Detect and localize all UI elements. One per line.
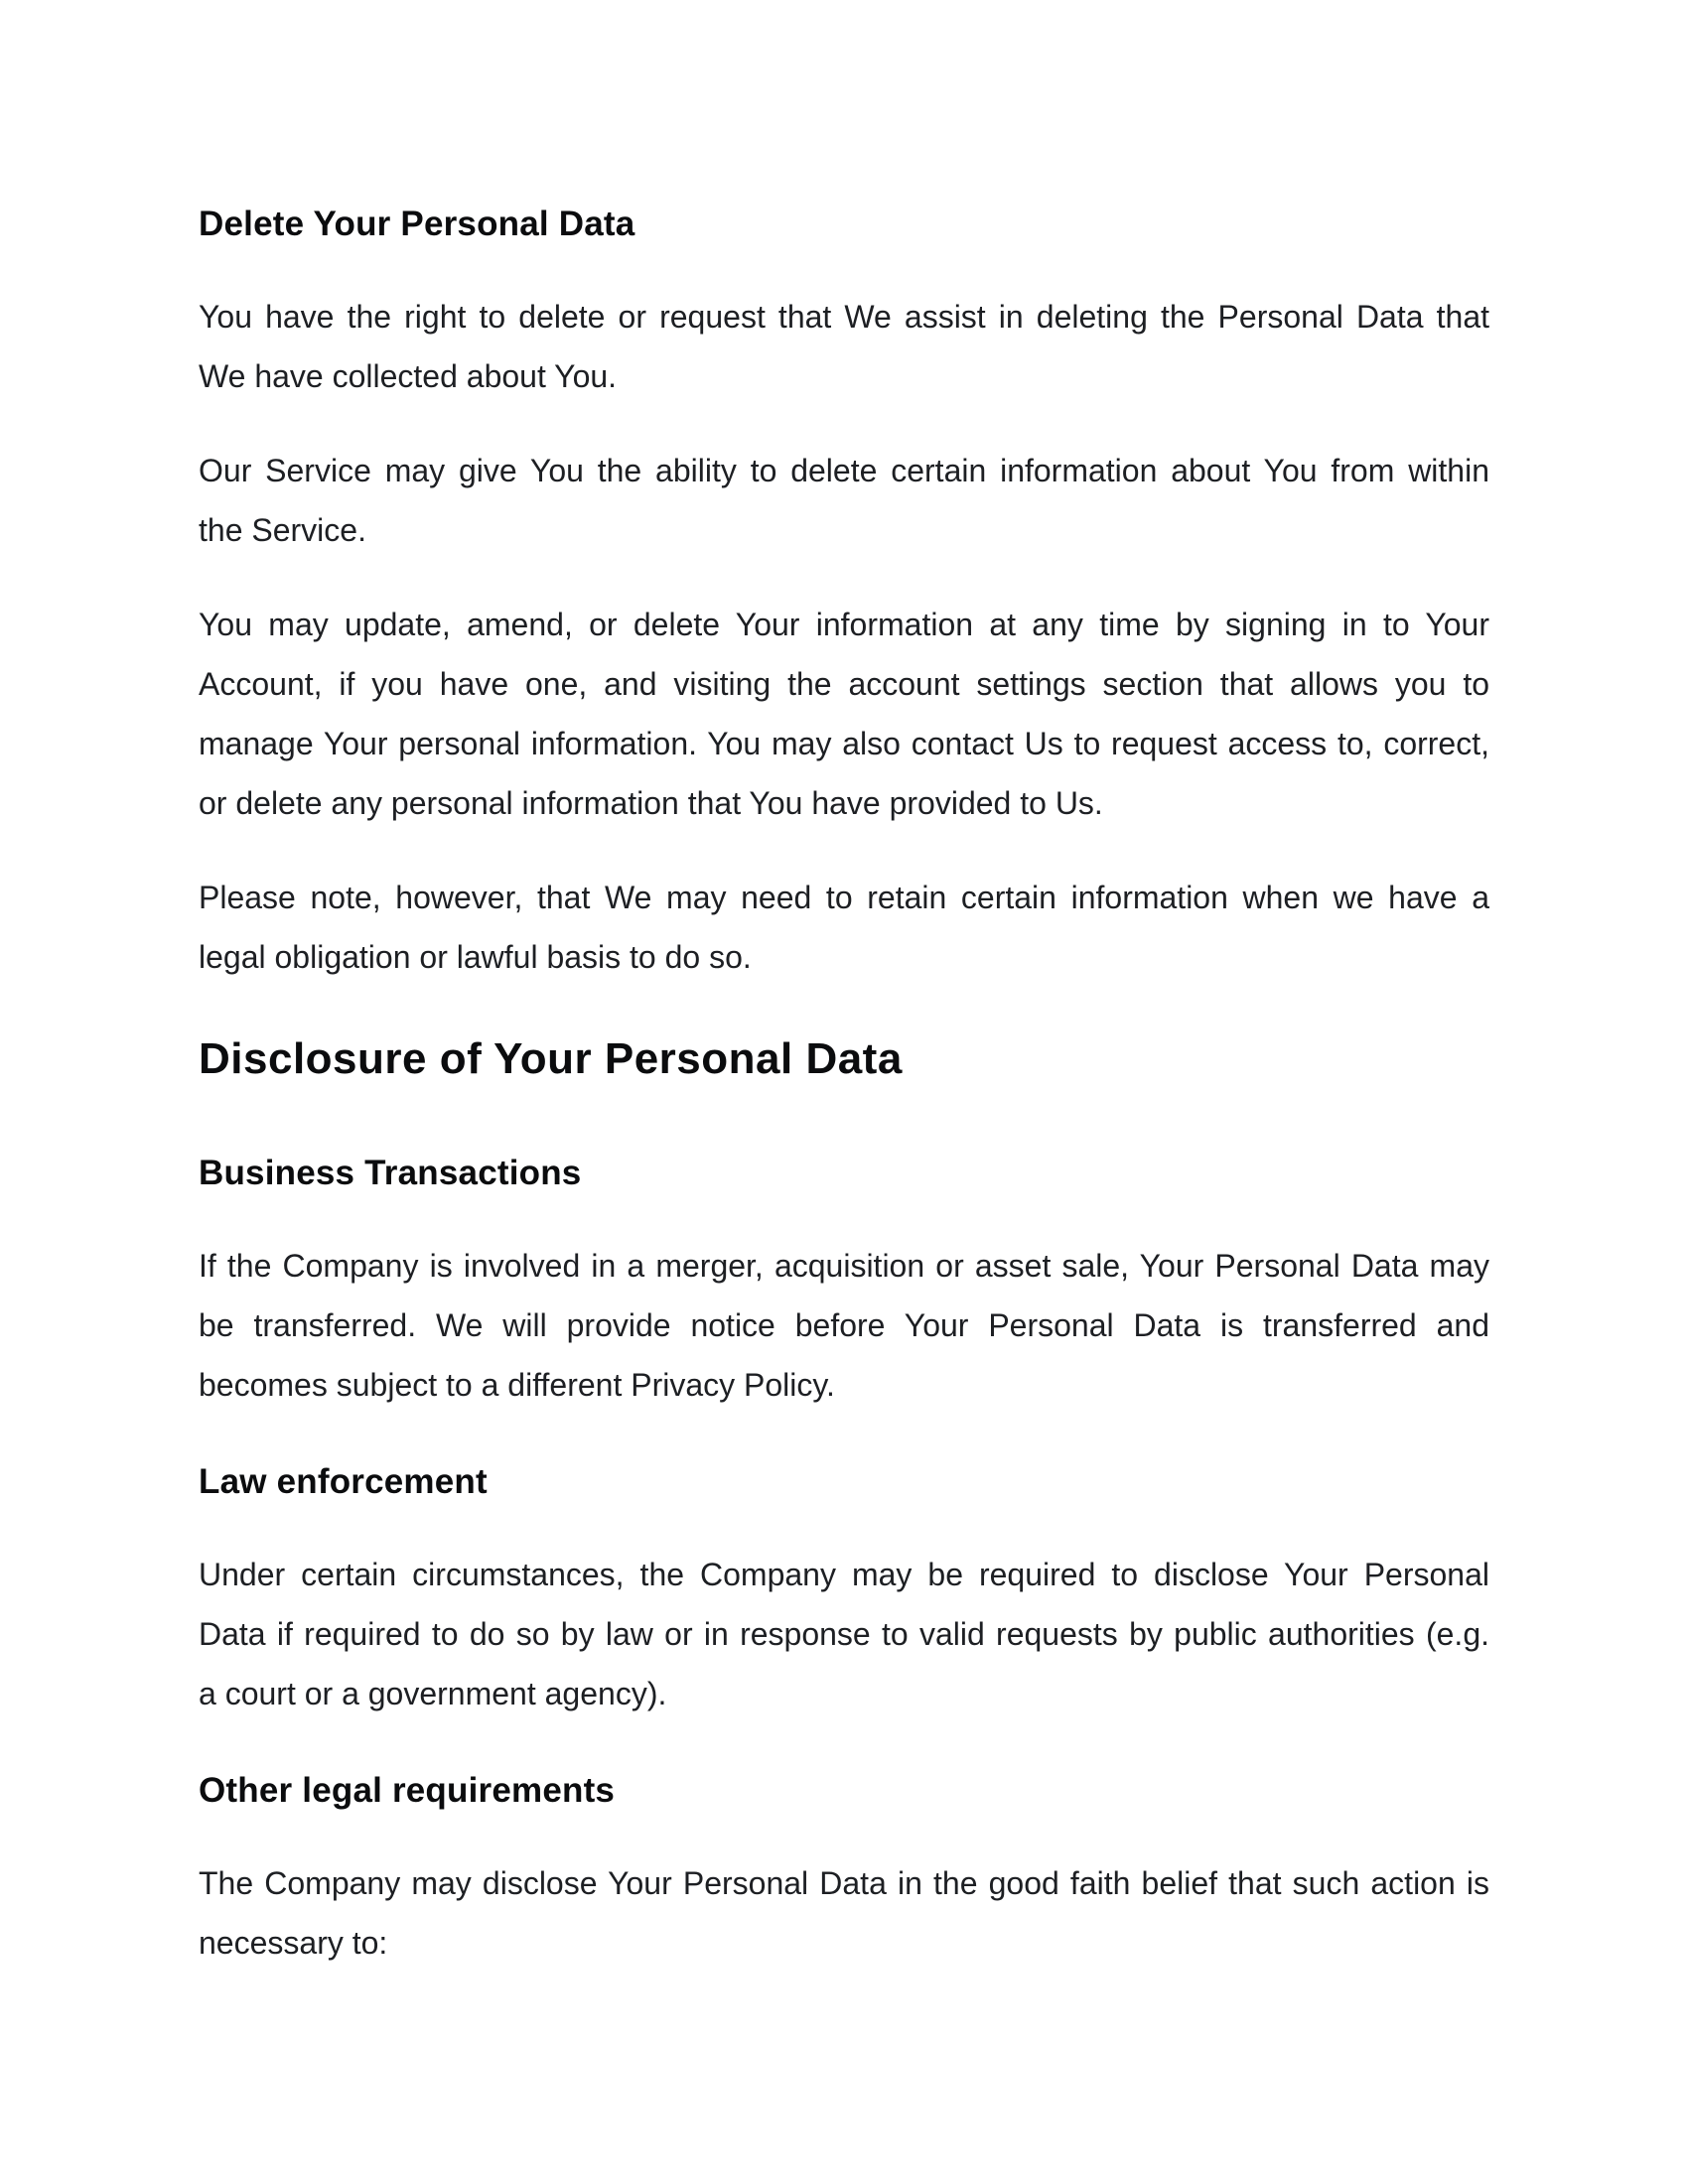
paragraph xyxy=(199,1236,1489,1415)
paragraph-line: Please note, however, that We may need to retain certain information when we have a xyxy=(199,880,1489,915)
paragraph-line: necessary to: xyxy=(199,1925,388,1961)
paragraph-line: manage Your personal information. You may also contact Us to request access to, correct, xyxy=(199,726,1489,761)
paragraph-line: Data if required to do so by law or in response to valid requests by public authorities (e.g. xyxy=(199,1616,1489,1652)
subsection-heading: Other legal requirements xyxy=(199,1771,616,1810)
paragraph-line: We have collected about You. xyxy=(199,358,618,394)
paragraph xyxy=(199,441,1489,560)
paragraph-line: a court or a government agency). xyxy=(199,1676,667,1711)
subsection-heading: Business Transactions xyxy=(199,1154,582,1192)
paragraph-line: You may update, amend, or delete Your information at any time by signing in to Your xyxy=(199,607,1489,642)
subsection-heading: Delete Your Personal Data xyxy=(199,205,635,243)
paragraph xyxy=(199,868,1489,987)
paragraph xyxy=(199,1853,1489,1973)
paragraph-line: Account, if you have one, and visiting the account settings section that allows you to xyxy=(199,666,1489,702)
paragraph xyxy=(199,287,1489,406)
paragraph-line: The Company may disclose Your Personal Data in the good faith belief that such action is xyxy=(199,1865,1489,1901)
paragraph-line: Under certain circumstances, the Company may be required to disclose Your Personal xyxy=(199,1557,1489,1592)
paragraph-line: the Service. xyxy=(199,512,366,548)
paragraph-line: or delete any personal information that You have provided to Us. xyxy=(199,785,1103,821)
paragraph xyxy=(199,595,1489,833)
paragraph-line: be transferred. We will provide notice before Your Personal Data is transferred and xyxy=(199,1307,1489,1343)
paragraph xyxy=(199,1545,1489,1723)
subsection-heading: Law enforcement xyxy=(199,1462,488,1501)
section-heading: Disclosure of Your Personal Data xyxy=(199,1034,903,1083)
paragraph-line: If the Company is involved in a merger, acquisition or asset sale, Your Personal Data may xyxy=(199,1248,1489,1284)
paragraph-line: legal obligation or lawful basis to do so. xyxy=(199,939,752,975)
paragraph-line: You have the right to delete or request that We assist in deleting the Personal Data that xyxy=(199,299,1489,335)
paragraph-line: Our Service may give You the ability to delete certain information about You from within xyxy=(199,453,1489,488)
paragraph-line: becomes subject to a different Privacy Policy. xyxy=(199,1367,835,1403)
